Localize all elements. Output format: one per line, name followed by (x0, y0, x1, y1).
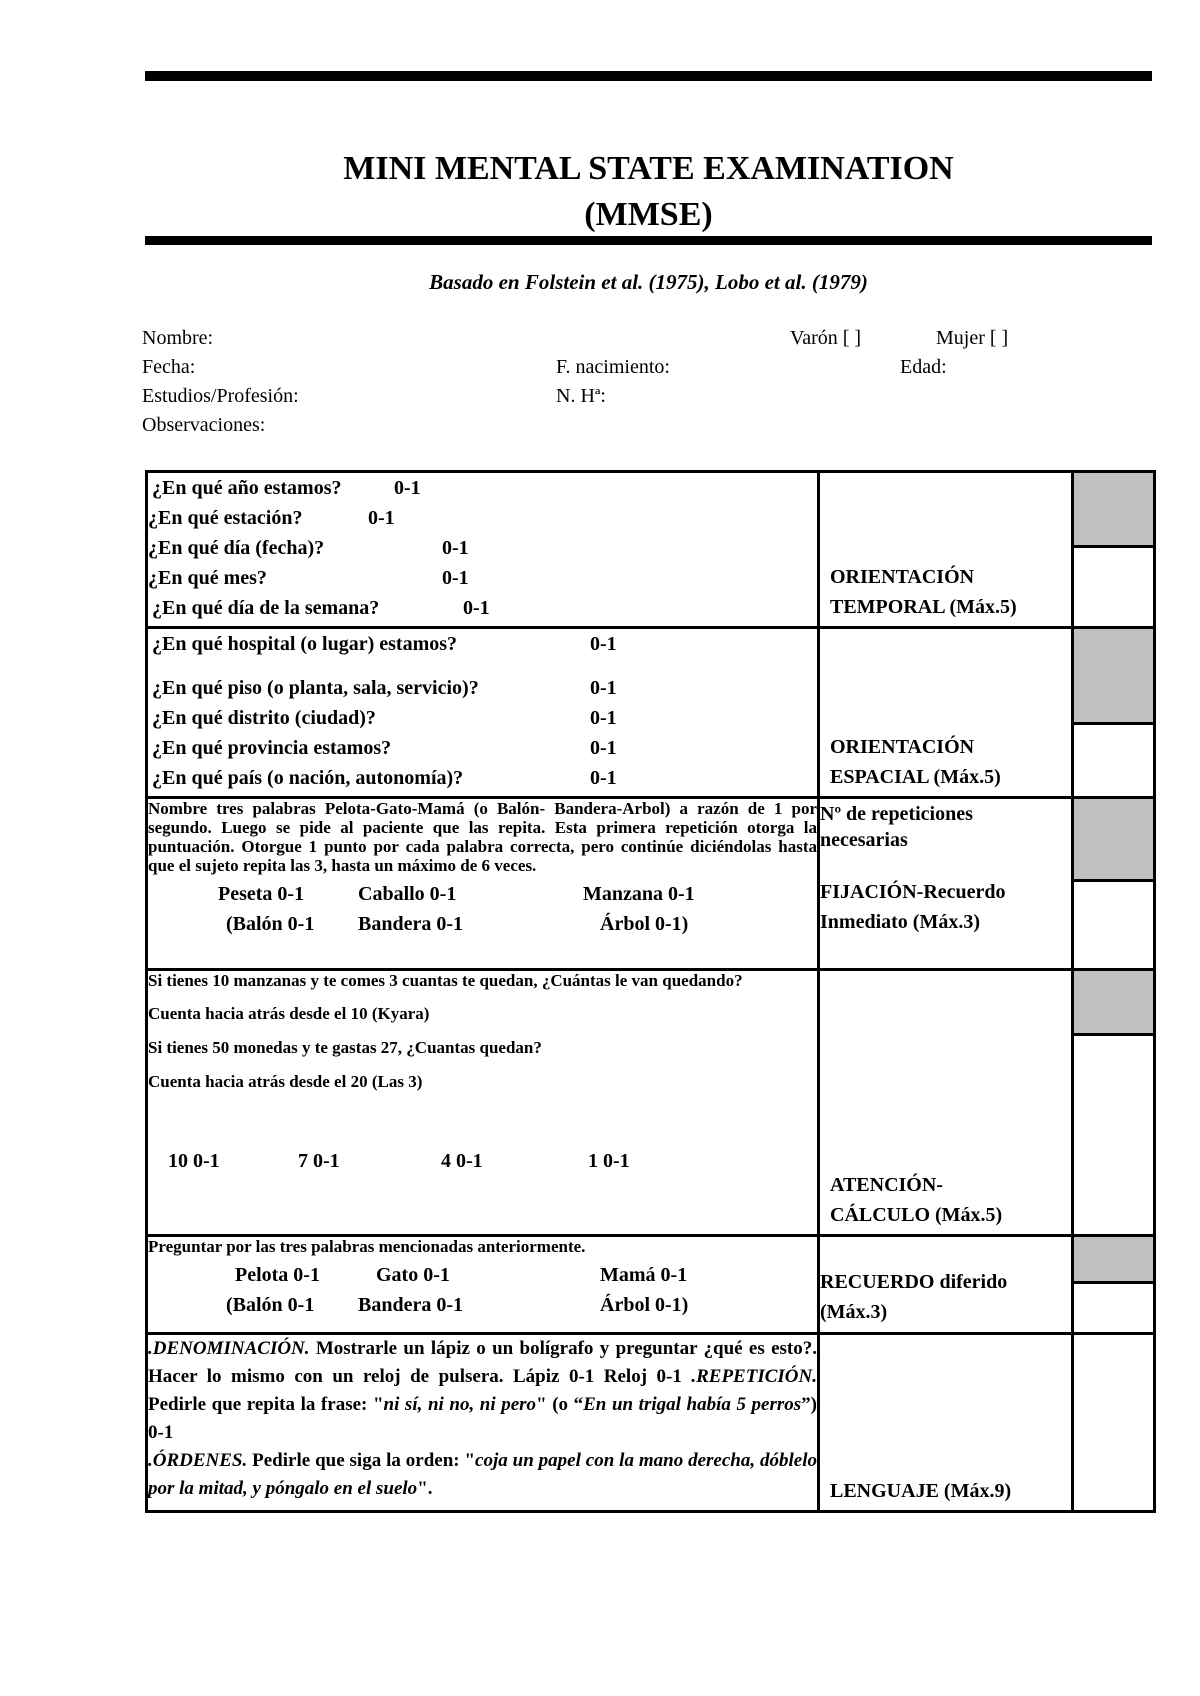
row-text: Bandera 0-1 (358, 1294, 463, 1316)
nombre-label: Nombre: (142, 327, 214, 349)
recuerdo-section-label (819, 1236, 1073, 1334)
label-text: TEMPORAL (Máx.5) (830, 596, 1017, 618)
atencion-scores (148, 1146, 817, 1176)
row-text: 0-1 (442, 537, 469, 559)
row-text: Pelota 0-1 (235, 1264, 320, 1286)
row-text: ¿En qué mes? (148, 567, 267, 589)
page-title: MINI MENTAL STATE EXAMINATION (343, 150, 954, 187)
row-text: (Balón 0-1 (226, 913, 315, 935)
label-text: .DENOMINACIÓN. (148, 1338, 310, 1359)
label-text: Mostrarle un lápiz o un bolígrafo y preguntar ¿qué es esto?. Hacer lo mismo con un reloj de pulsera. Lápiz 0-1 Reloj 0-1 (148, 1338, 817, 1387)
label-text: ORIENTACIÓN (830, 566, 975, 588)
title-rule (145, 236, 1152, 245)
label-text: (Máx.3) (820, 1301, 888, 1323)
fijacion-score-cell (1073, 798, 1155, 970)
question-row (148, 763, 817, 793)
row-text: 0-1 (590, 633, 617, 655)
nh-label: N. Hª: (556, 385, 606, 407)
atencion-section-label (819, 970, 1073, 1236)
atencion-q3: Si tienes 50 monedas y te gastas 27, ¿Cuantas quedan? (148, 1038, 542, 1057)
mujer-checkbox[interactable]: Mujer [ ] (936, 327, 1009, 349)
section-recuerdo-diferido (147, 1236, 1155, 1334)
question-row (148, 533, 817, 563)
label-text: Inmediato (Máx.3) (820, 911, 980, 933)
label-text: ”) 0-1 (148, 1394, 817, 1443)
word-row (148, 879, 817, 909)
row-text: ¿En qué país (o nación, autonomía)? (152, 767, 464, 789)
recuerdo-instructions: Preguntar por las tres palabras mencionadas anteriormente. (148, 1237, 586, 1256)
espacial-score-cell (1073, 628, 1155, 798)
temporal-questions (147, 472, 819, 628)
estudios-label: Estudios/Profesión: (142, 385, 299, 407)
question-row (148, 473, 817, 503)
score-box-shaded (1074, 971, 1153, 1036)
row-text: 0-1 (590, 737, 617, 759)
row-text: Gato 0-1 (376, 1264, 450, 1286)
section-orientacion-temporal (147, 472, 1155, 628)
edad-label: Edad: (900, 356, 947, 378)
row-text: ¿En qué hospital (o lugar) estamos? (152, 633, 458, 655)
label-text: " (o “ (536, 1394, 584, 1415)
row-text: 0-1 (368, 507, 395, 529)
label-text: .ÓRDENES. (148, 1450, 248, 1471)
top-rule (145, 71, 1152, 81)
word-row-alt (148, 1290, 817, 1320)
question-row (148, 703, 817, 733)
row-text: Árbol 0-1) (600, 913, 689, 935)
row-text: ¿En qué distrito (ciudad)? (152, 707, 376, 729)
row-text: 0-1 (394, 477, 421, 499)
word-row-alt (148, 909, 817, 939)
row-text: ¿En qué piso (o planta, sala, servicio)? (152, 677, 479, 699)
label-text: En un trigal había 5 perros (583, 1394, 802, 1415)
score-box-shaded (1074, 799, 1153, 882)
row-text: 0-1 (463, 597, 490, 619)
section-lenguaje (147, 1334, 1155, 1512)
label-text: CÁLCULO (Máx.5) (830, 1204, 1003, 1226)
fijacion-content (147, 798, 819, 970)
row-text: ¿En qué provincia estamos? (152, 737, 392, 759)
row-text: Manzana 0-1 (583, 883, 695, 905)
row-text: Mamá 0-1 (600, 1264, 688, 1286)
row-text: (Balón 0-1 (226, 1294, 315, 1316)
lenguaje-instructions (148, 1335, 817, 1503)
question-row (148, 733, 817, 763)
question-row (148, 563, 817, 593)
temporal-score-cell (1073, 472, 1155, 628)
lenguaje-content (147, 1334, 819, 1512)
question-row (148, 593, 817, 623)
row-text: 0-1 (590, 677, 617, 699)
row-text: ¿En qué estación? (148, 507, 303, 529)
score-box-shaded (1074, 473, 1153, 548)
observaciones-label: Observaciones: (142, 414, 266, 436)
espacial-questions (147, 628, 819, 798)
row-text: Peseta 0-1 (218, 883, 305, 905)
atencion-content (147, 970, 819, 1236)
repeticiones-label (820, 801, 1071, 853)
section-orientacion-espacial (147, 628, 1155, 798)
row-text: Árbol 0-1) (600, 1294, 689, 1316)
subtitle-reference: Basado en Folstein et al. (1975), Lobo et al. (1979) (429, 270, 868, 294)
score-box-shaded (1074, 1237, 1153, 1284)
question-row (148, 673, 817, 703)
page-title-abbrev: (MMSE) (584, 196, 713, 233)
label-text: ESPACIAL (Máx.5) (830, 766, 1001, 788)
row-text: ¿En qué año estamos? (152, 477, 342, 499)
label-text: Pedirle que repita la frase: " (148, 1394, 384, 1415)
label-text: .REPETICIÓN. (691, 1366, 817, 1387)
label-text: ATENCIÓN- (830, 1174, 943, 1196)
fijacion-instructions: Nombre tres palabras Pelota-Gato-Mamá (o Balón- Bandera-Arbol) a razón de 1 por segundo. Luego se pide al paciente que las repita. Esta primera repetición otorga la puntuación. Otorgue 1 punto por cada palabra correcta, pero continúe diciéndolas hasta que el sujeto repita las 3, hasta un máximo de 6 veces. (148, 799, 817, 875)
row-text: 0-1 (590, 707, 617, 729)
fecha-label: Fecha: (142, 356, 196, 378)
f-nacimiento-label: F. nacimiento: (556, 356, 670, 378)
row-text: Bandera 0-1 (358, 913, 463, 935)
label-text: Pedirle que siga la orden: " (247, 1450, 476, 1471)
label-text: ni sí, ni no, ni pero (383, 1394, 537, 1415)
row-text: 0-1 (590, 767, 617, 789)
mmse-table (145, 470, 1156, 1513)
row-text: 0-1 (442, 567, 469, 589)
temporal-section-label (819, 472, 1073, 628)
fijacion-section-label (819, 798, 1073, 970)
score-box-shaded (1074, 629, 1153, 725)
recuerdo-score-cell (1073, 1236, 1155, 1334)
question-row (148, 503, 817, 533)
recuerdo-content (147, 1236, 819, 1334)
label-text: ORIENTACIÓN (830, 736, 975, 758)
atencion-q4: Cuenta hacia atrás desde el 20 (Las 3) (148, 1072, 423, 1091)
section-atencion-calculo (147, 970, 1155, 1236)
label-text: necesarias (820, 829, 908, 851)
lenguaje-score-cell (1073, 1334, 1155, 1512)
atencion-score-cell (1073, 970, 1155, 1236)
lenguaje-section-label: LENGUAJE (Máx.9) (819, 1334, 1073, 1512)
word-row (148, 1260, 817, 1290)
label-text: RECUERDO diferido (820, 1271, 1008, 1293)
row-text: Caballo 0-1 (358, 883, 457, 905)
atencion-q1: Si tienes 10 manzanas y te comes 3 cuantas te quedan, ¿Cuántas le van quedando? (148, 971, 743, 990)
section-fijacion (147, 798, 1155, 970)
label-text: Nº de repeticiones (820, 803, 973, 825)
espacial-section-label (819, 628, 1073, 798)
row-text: ¿En qué día de la semana? (152, 597, 380, 619)
question-row (148, 629, 817, 659)
row-text: 4 0-1 (441, 1150, 483, 1172)
label-text: ". (417, 1478, 433, 1499)
label-text: coja un papel con la mano derecha, dóblelo por la mitad, y póngalo en el suelo (148, 1450, 817, 1499)
label-text: FIJACIÓN-Recuerdo (820, 881, 1006, 903)
row-text: 10 0-1 (168, 1150, 220, 1172)
row-text: ¿En qué día (fecha)? (148, 537, 325, 559)
row-text: 1 0-1 (588, 1150, 630, 1172)
atencion-q2: Cuenta hacia atrás desde el 10 (Kyara) (148, 1004, 430, 1023)
row-text: 7 0-1 (298, 1150, 340, 1172)
varon-checkbox[interactable]: Varón [ ] (790, 327, 862, 349)
